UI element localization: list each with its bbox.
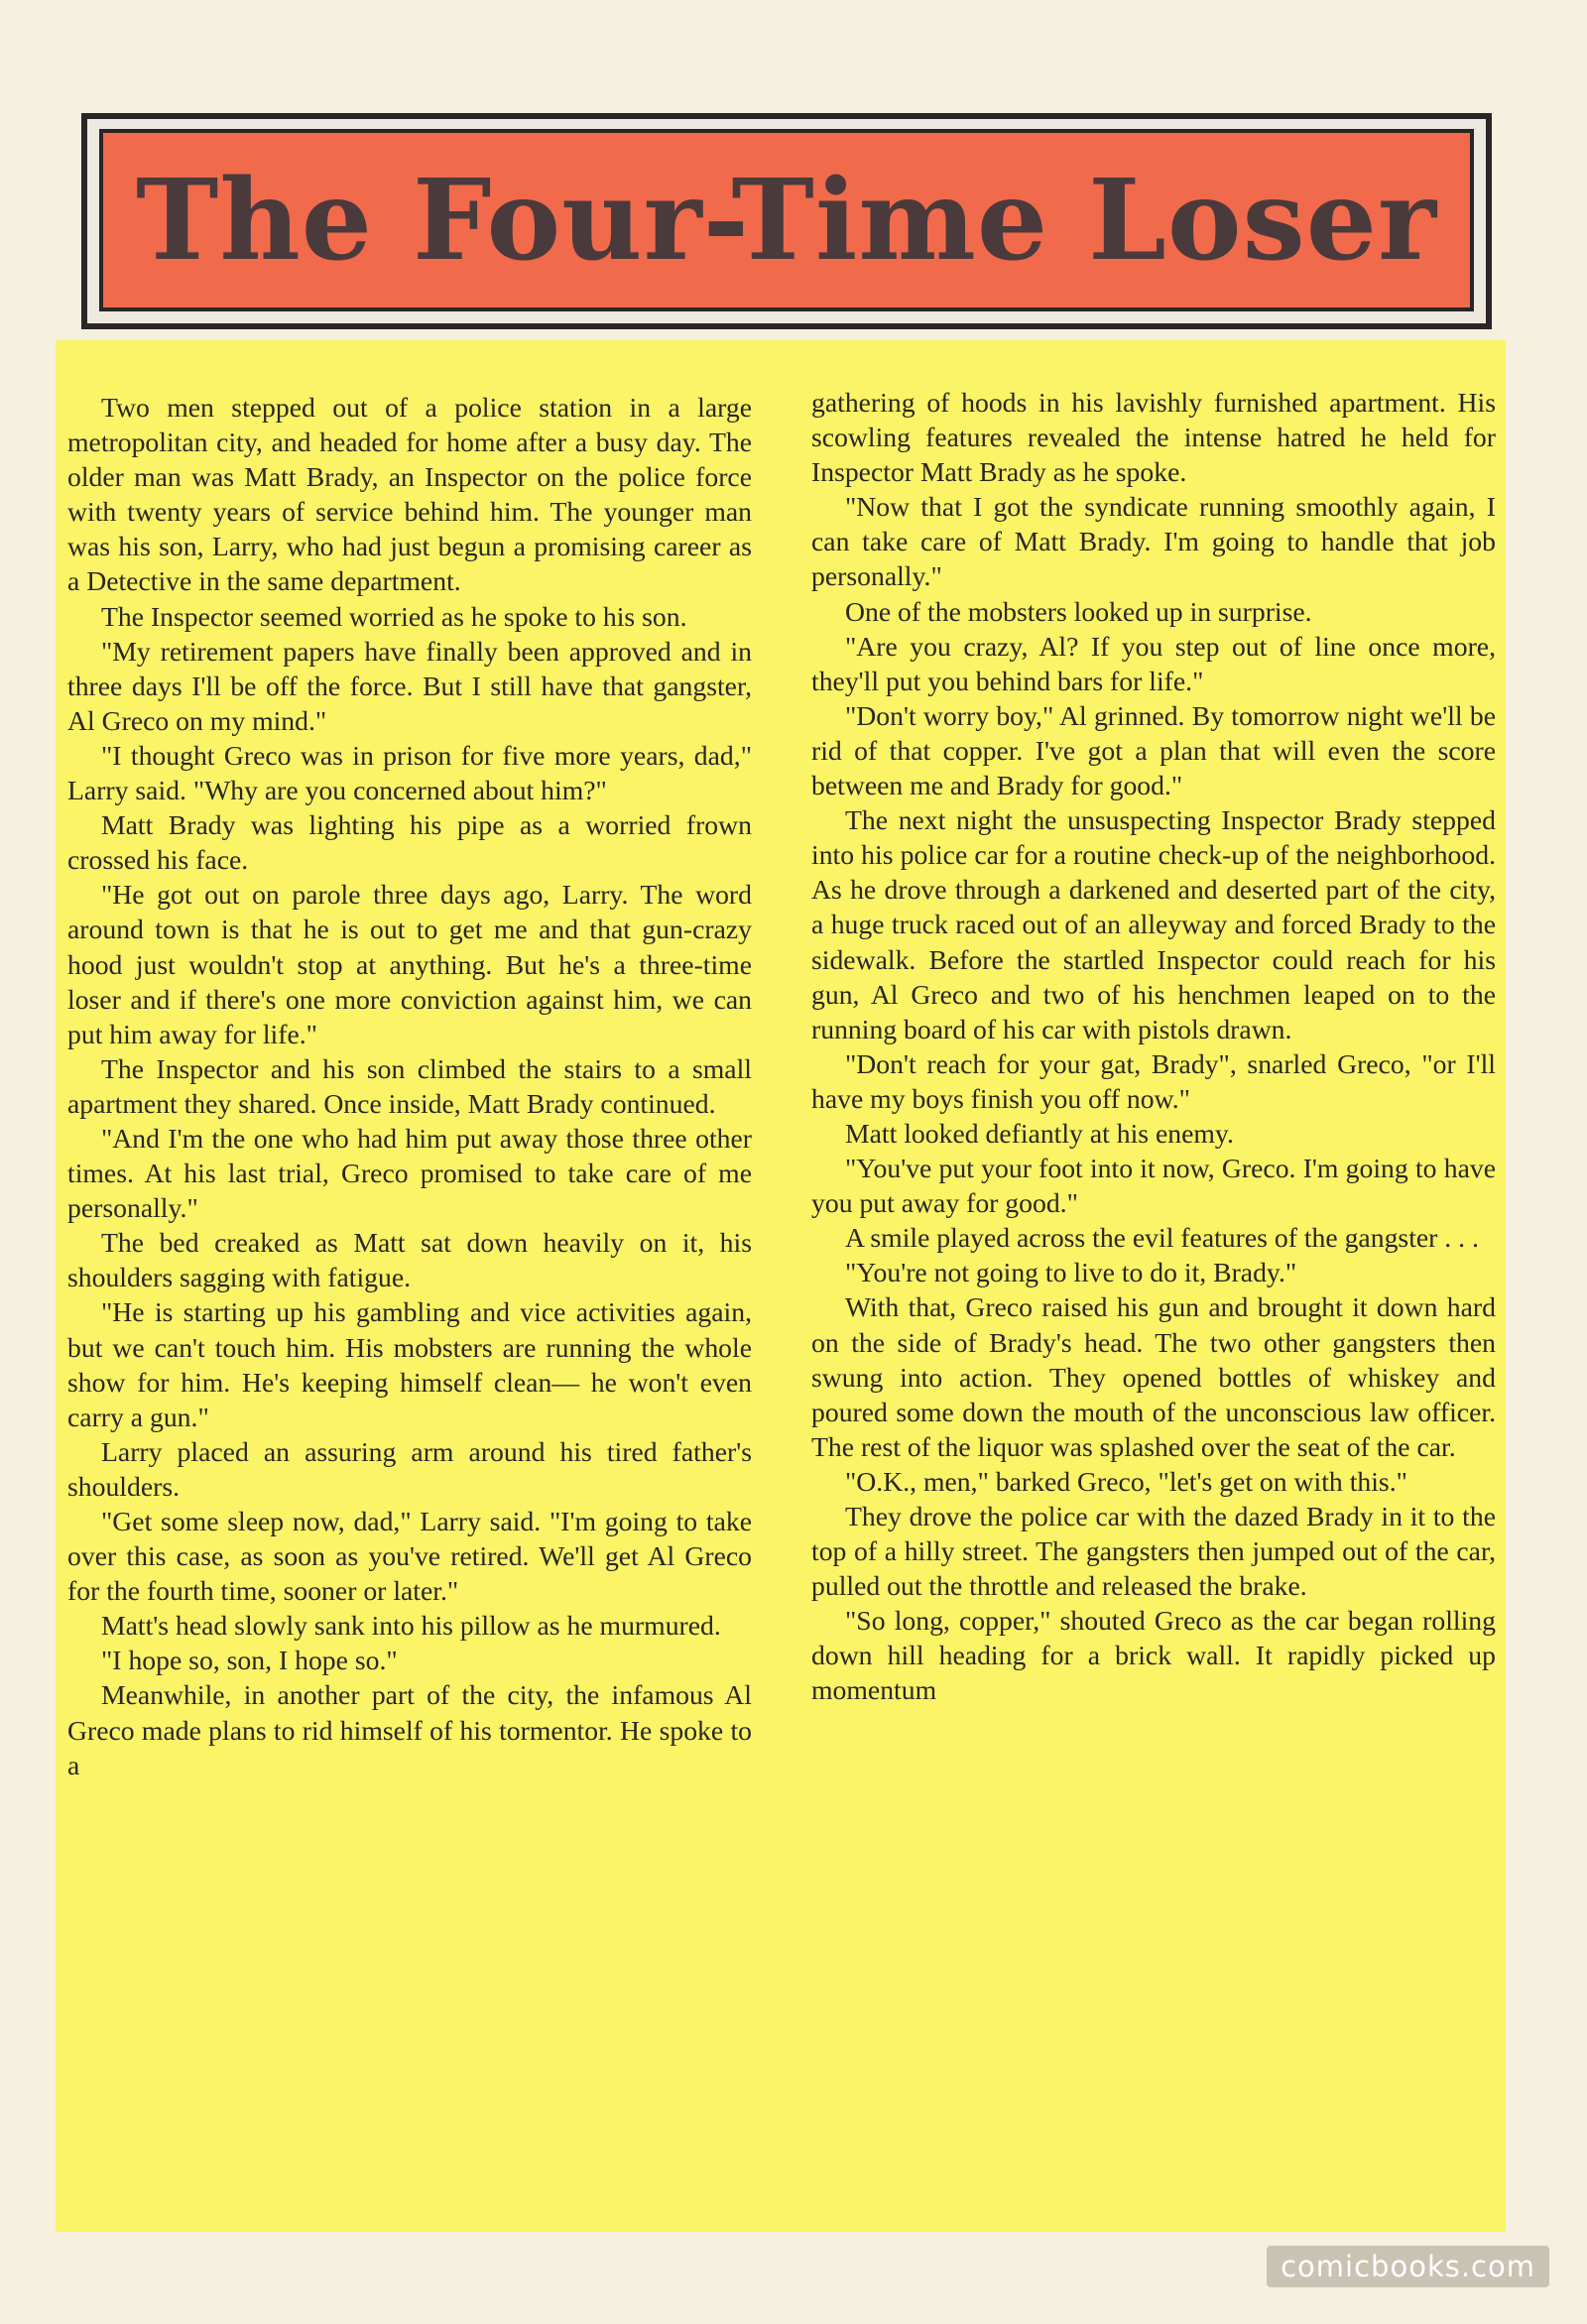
- paragraph: "Now that I got the syndicate running smoothly again, I can take care of Matt Brady. I'm going to handle that job personally.": [811, 491, 1496, 592]
- paragraph: Larry placed an assuring arm around his tired father's shoulders.: [67, 1435, 752, 1502]
- paragraph: "I hope so, son, I hope so.": [101, 1645, 398, 1676]
- paragraph: gathering of hoods in his lavishly furnished apartment. His scowling features revealed the intense hatred he held for Inspector Matt Brady as he spoke.: [811, 387, 1496, 488]
- paragraph: One of the mobsters looked up in surprise.: [845, 595, 1312, 627]
- title-banner: [99, 129, 1474, 311]
- paragraph: "Get some sleep now, dad," Larry said. "I'm going to take over this case, as soon as you've retired. We'll get Al Greco for the fourth time, sooner or later.": [67, 1506, 752, 1607]
- paragraph: Matt Brady was lighting his pipe as a worried frown crossed his face.: [67, 809, 752, 876]
- paragraph: "Don't reach for your gat, Brady", snarled Greco, "or I'll have my boys finish you off now.": [811, 1047, 1496, 1114]
- paragraph: Two men stepped out of a police station in a large metropolitan city, and headed for home after a busy day. The older man was Matt Brady, an Inspector on the police force with twenty years of service behind him. The younger man was his son, Larry, who had just begun a promising career as a Detective in the same department.: [67, 392, 752, 597]
- paragraph: Meanwhile, in another part of the city, the infamous Al Greco made plans to rid himself of his tormentor. He spoke to a: [67, 1679, 752, 1780]
- paragraph: "My retirement papers have finally been approved and in three days I'll be off the force. But I still have that gangster, Al Greco on my mind.": [67, 635, 752, 736]
- text-column-right: [811, 385, 1496, 2210]
- paragraph: The bed creaked as Matt sat down heavily on it, his shoulders sagging with fatigue.: [67, 1227, 752, 1293]
- paragraph: "So long, copper," shouted Greco as the car began rolling down hill heading for a brick wall. It rapidly picked up momentum: [811, 1605, 1496, 1706]
- paragraph: "He got out on parole three days ago, Larry. The word around town is that he is out to get me and that gun-crazy hood just wouldn't stop at anything. But he's a three-time loser and if there's one more conviction against him, we can put him away for life.": [67, 879, 752, 1049]
- paragraph: "You're not going to live to do it, Brady.": [845, 1257, 1297, 1288]
- paragraph: "He is starting up his gambling and vice activities again, but we can't touch him. His mobsters are running the whole show for him. He's keeping himself clean— he won't even carry a gun.": [67, 1296, 752, 1432]
- story-title: The Four-Time Loser: [136, 155, 1437, 286]
- paragraph: "Are you crazy, Al? If you step out of line once more, they'll put you behind bars for life.": [811, 630, 1496, 696]
- paragraph: "And I'm the one who had him put away those three other times. At his last trial, Greco promised to take care of me personally.": [67, 1122, 752, 1224]
- paragraph: The Inspector and his son climbed the stairs to a small apartment they shared. Once inside, Matt Brady continued.: [67, 1052, 752, 1119]
- paragraph: Matt looked defiantly at his enemy.: [845, 1117, 1234, 1149]
- paragraph: "You've put your foot into it now, Greco. I'm going to have you put away for good.": [811, 1153, 1496, 1219]
- paragraph: The Inspector seemed worried as he spoke to his son.: [101, 600, 687, 632]
- paragraph: "Don't worry boy," Al grinned. By tomorrow night we'll be rid of that copper. I've got a plan that will even the score between me and Brady for good.": [811, 699, 1496, 801]
- paragraph: They drove the police car with the dazed Brady in it to the top of a hilly street. The gangsters then jumped out of the car, pulled out the throttle and released the brake.: [811, 1501, 1496, 1602]
- paragraph: Matt's head slowly sank into his pillow as he murmured.: [101, 1610, 721, 1642]
- site-watermark: comicbooks.com: [1267, 2246, 1549, 2287]
- text-column-left: [67, 390, 752, 2215]
- paragraph: With that, Greco raised his gun and brought it down hard on the side of Brady's head. The two other gangsters then swung into action. They opened bottles of whiskey and poured some down the mouth of the unconscious law officer. The rest of the liquor was splashed over the seat of the car.: [811, 1291, 1496, 1462]
- paragraph: "I thought Greco was in prison for five more years, dad," Larry said. "Why are you concerned about him?": [67, 739, 752, 806]
- paragraph: A smile played across the evil features of the gangster . . .: [845, 1222, 1479, 1254]
- paragraph: "O.K., men," barked Greco, "let's get on with this.": [845, 1465, 1407, 1497]
- paragraph: The next night the unsuspecting Inspector Brady stepped into his police car for a routine check-up of the neighborhood. As he drove through a darkened and deserted part of the city, a huge truck raced out of an alleyway and forced Brady to the sidewalk. Before the startled Inspector could reach for his gun, Al Greco and two of his henchmen leaped on to the running board of his car with pistols drawn.: [811, 804, 1496, 1044]
